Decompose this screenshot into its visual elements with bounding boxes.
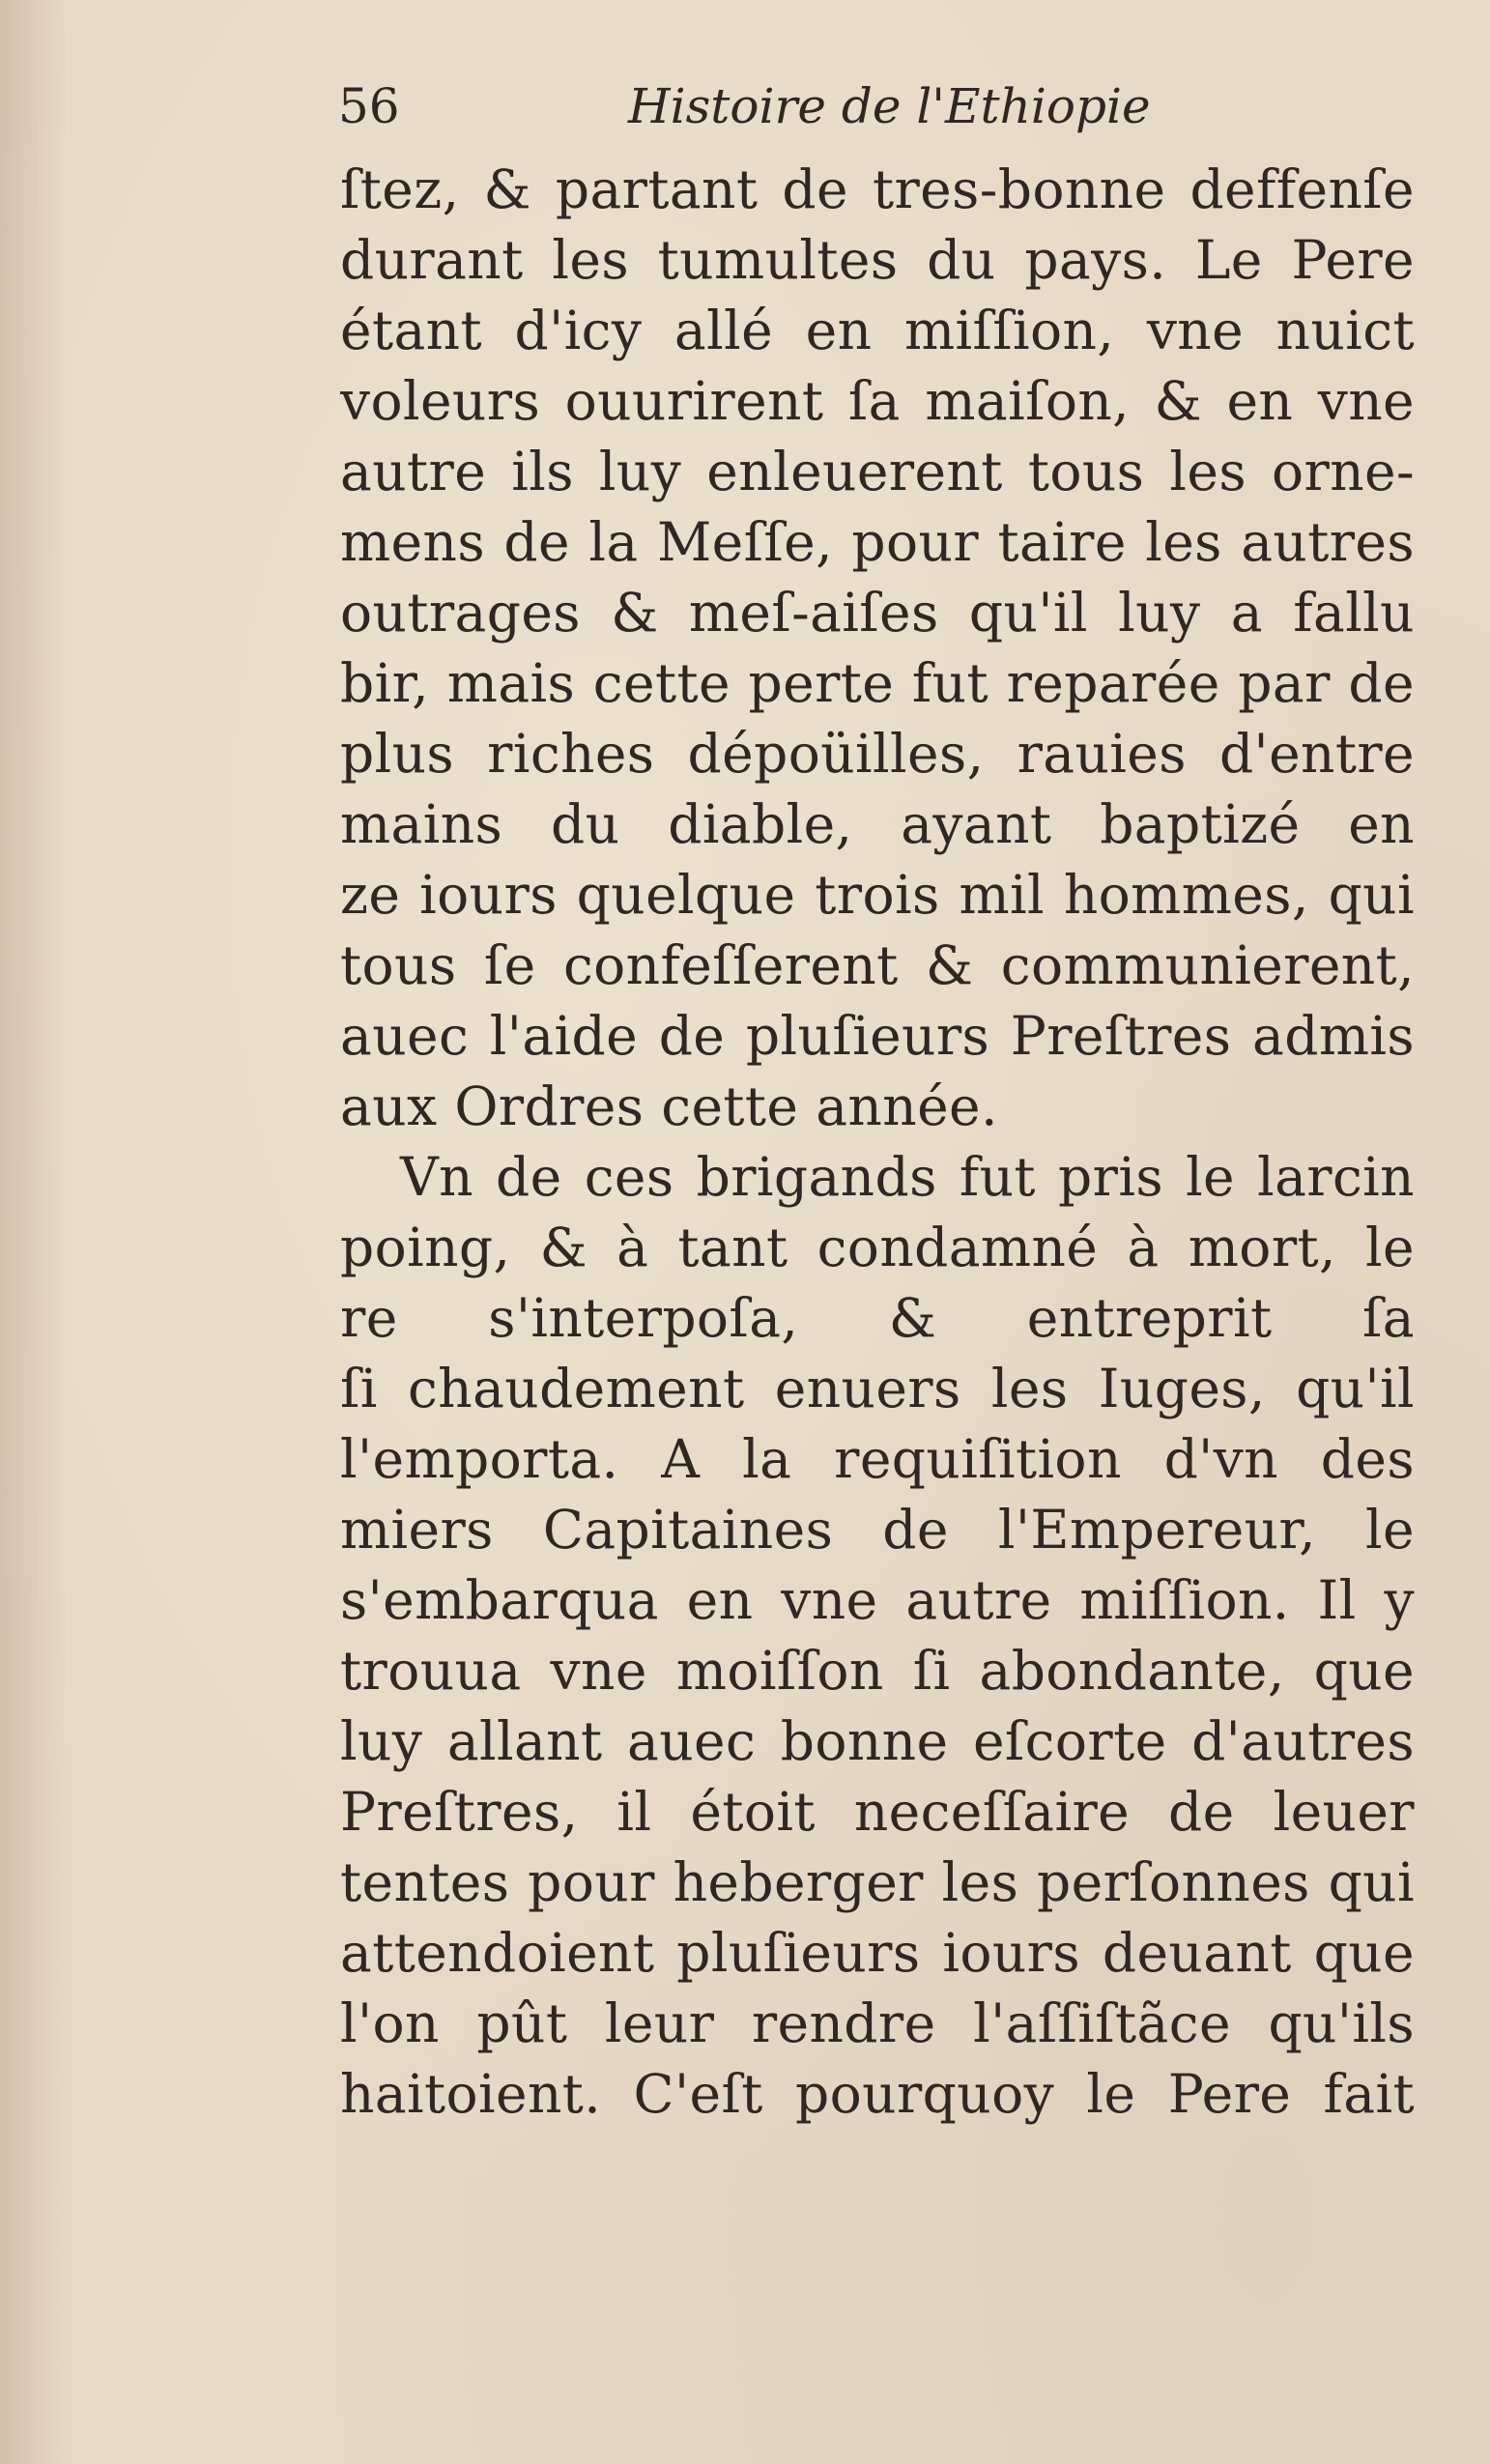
text-line-paragraph-start: Vn de ces brigands fut pris le larcin [400,1146,1415,1208]
text-line: l'emporta. A la requiſition d'vn des [340,1428,1415,1490]
body-text [340,155,1415,2130]
text-line: tous ſe confeſſerent & communierent, [340,934,1415,996]
text-line: s'embarqua en vne autre miſſion. Il y [340,1569,1415,1631]
text-line: trouua vne moiſſon ſi abondante, que [340,1640,1415,1702]
text-line: auec l'aide de pluſieurs Preſtres admis [340,1005,1415,1067]
text-line: Preſtres, il étoit neceſſaire de leuer [340,1781,1415,1843]
text-line: miers Capitaines de l'Empereur, le [340,1499,1415,1561]
text-line: ze iours quelque trois mil hommes, qui [340,864,1415,926]
text-line: bir, mais cette perte fut reparée par de [340,652,1415,714]
text-line: luy allant auec bonne eſcorte d'autres [340,1710,1415,1772]
text-line: attendoient pluſieurs iours deuant que [340,1922,1415,1984]
text-line: re s'interpoſa, & entreprit ſa [340,1287,1415,1349]
text-line: mains du diable, ayant baptizé en [340,793,1415,855]
text-line-paragraph-end: aux Ordres cette année. [340,1075,998,1137]
text-line: voleurs ouurirent ſa maiſon, & en vne [340,370,1415,432]
text-line: haitoient. C'eſt pourquoy le Pere fait [340,2063,1415,2125]
page-number: 56 [338,78,400,134]
text-line: tentes pour heberger les perſonnes qui [340,1851,1415,1913]
text-line: étant d'icy allé en miſſion, vne nuict [340,300,1415,361]
text-line: ſi chaudement enuers les Iuges, qu'il [340,1358,1415,1419]
text-line: plus riches dépoüilles, rauies d'entre [340,723,1415,785]
text-line: mens de la Meſſe, pour taire les autres [340,511,1415,573]
running-title: Histoire de l'Ethiopie [628,78,1151,134]
page-header [338,72,1401,140]
text-line: outrages & meſ-aiſes qu'il luy a fallu [340,582,1415,644]
text-line: durant les tumultes du pays. Le Pere [340,229,1415,291]
text-line: autre ils luy enleuerent tous les orne- [340,441,1415,502]
text-line: l'on pût leur rendre l'aſſiſtãce qu'ils [340,1992,1415,2054]
text-line: poing, & à tant condamné à mort, le [340,1217,1415,1278]
gutter-shadow [0,0,68,2464]
text-line: ſtez, & partant de tres-bonne deffenſe [340,158,1415,220]
